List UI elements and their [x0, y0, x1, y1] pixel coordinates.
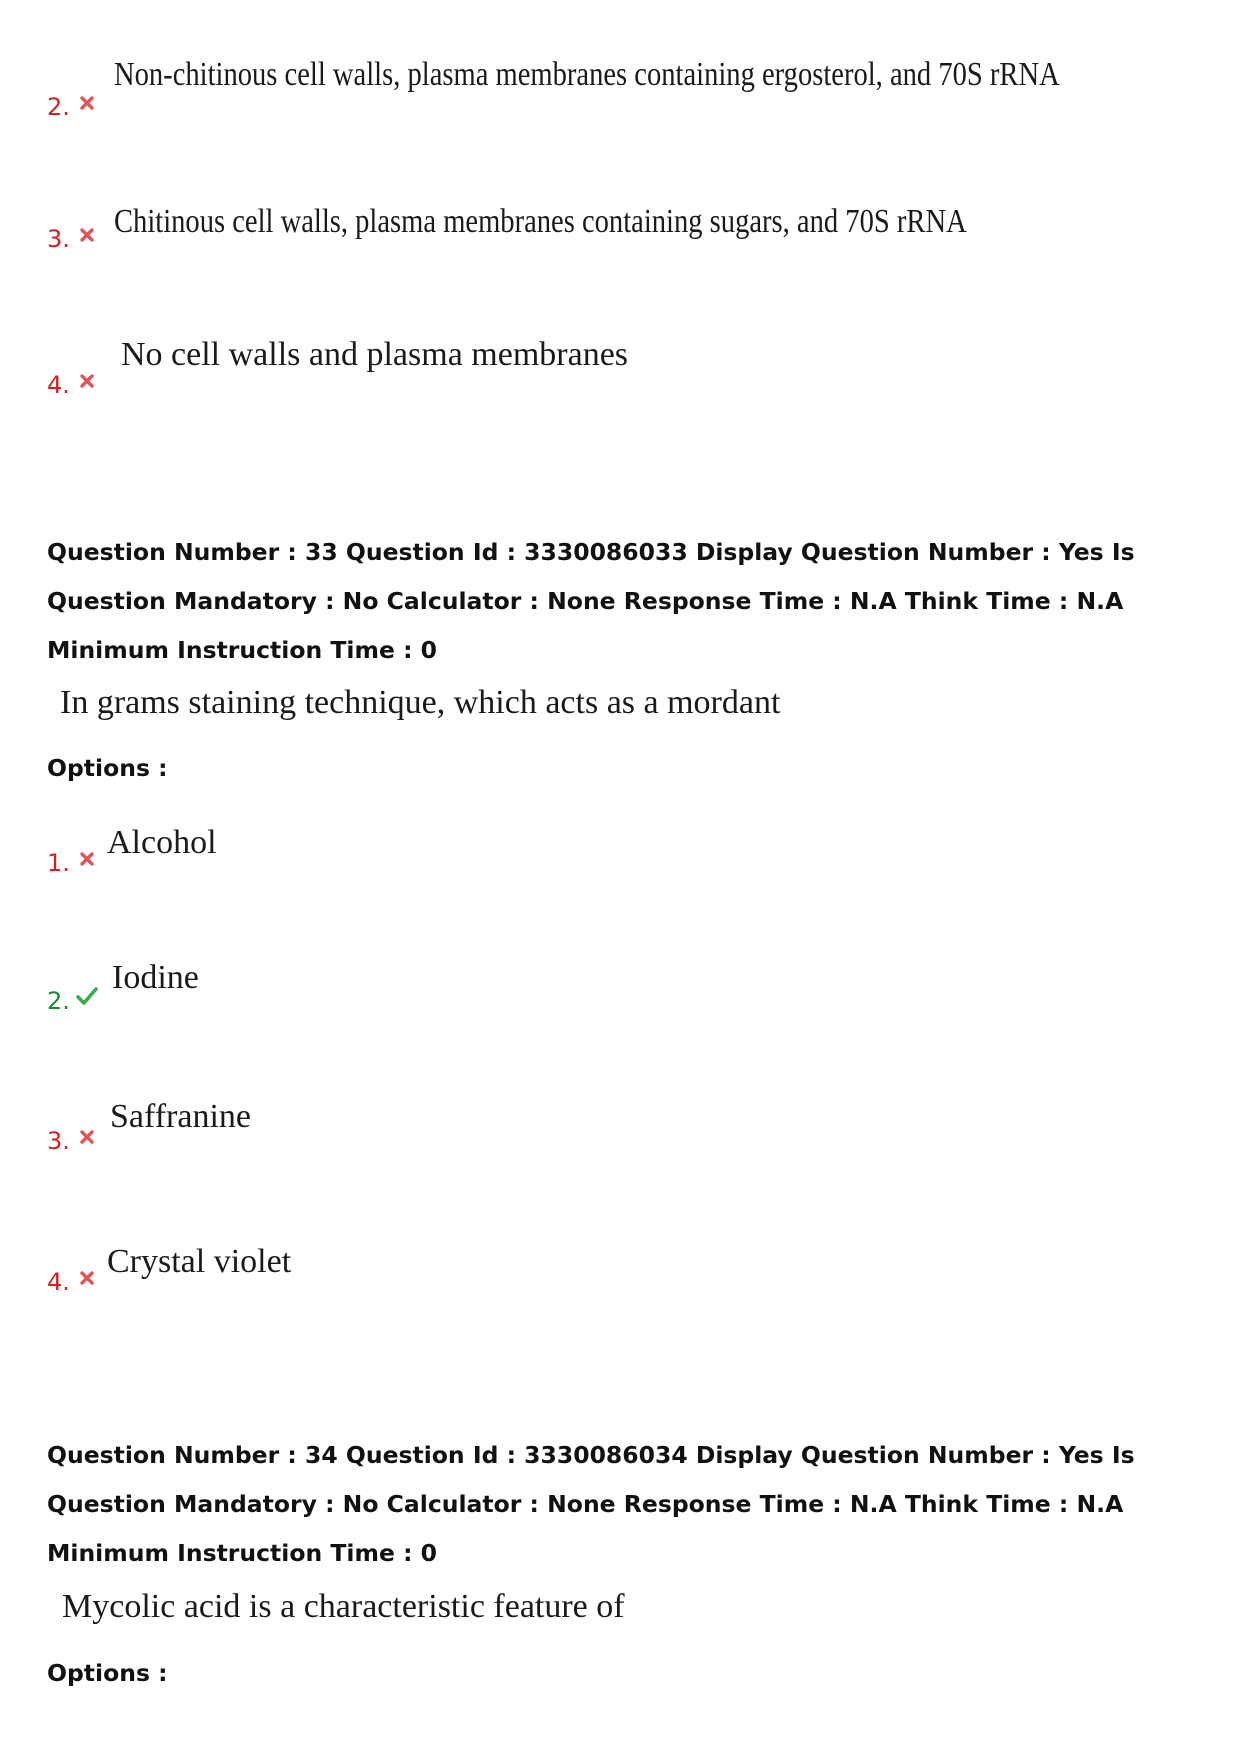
- cross-icon: [78, 1128, 96, 1146]
- option-text: Saffranine: [110, 1098, 251, 1135]
- cross-icon: [78, 372, 96, 390]
- question-meta: Question Number : 33 Question Id : 3330086033 Display Question Number : Yes Is Question Mandatory : No Calculator : None Response Time : N.A Think Time : N.A Minimum Instruction Time : 0: [47, 538, 1135, 664]
- option-text: Alcohol: [107, 824, 217, 861]
- check-icon: [76, 986, 98, 1006]
- option-number: 3.: [47, 1127, 70, 1155]
- options-label: Options :: [47, 1659, 168, 1687]
- option-number: 1.: [47, 849, 70, 877]
- option-number: 3.: [47, 225, 70, 253]
- option-text: Non-chitinous cell walls, plasma membranes containing ergosterol, and 70S rRNA: [114, 56, 1060, 93]
- cross-icon: [78, 850, 96, 868]
- cross-icon: [78, 1269, 96, 1287]
- option-text: Chitinous cell walls, plasma membranes containing sugars, and 70S rRNA: [114, 203, 967, 240]
- cross-icon: [78, 94, 96, 112]
- option-number: 4.: [47, 371, 70, 399]
- option-text: No cell walls and plasma membranes: [121, 336, 629, 373]
- options-label: Options :: [47, 754, 168, 782]
- option-number: 2.: [47, 987, 70, 1015]
- question-meta: Question Number : 34 Question Id : 3330086034 Display Question Number : Yes Is Question Mandatory : No Calculator : None Response Time : N.A Think Time : N.A Minimum Instruction Time : 0: [47, 1441, 1135, 1567]
- option-number: 2.: [47, 93, 70, 121]
- question-text: Mycolic acid is a characteristic feature of: [62, 1588, 625, 1625]
- cross-icon: [78, 226, 96, 244]
- option-text: Crystal violet: [107, 1243, 292, 1280]
- option-number: 4.: [47, 1268, 70, 1296]
- question-text: In grams staining technique, which acts as a mordant: [60, 684, 781, 721]
- option-text: Iodine: [112, 959, 199, 996]
